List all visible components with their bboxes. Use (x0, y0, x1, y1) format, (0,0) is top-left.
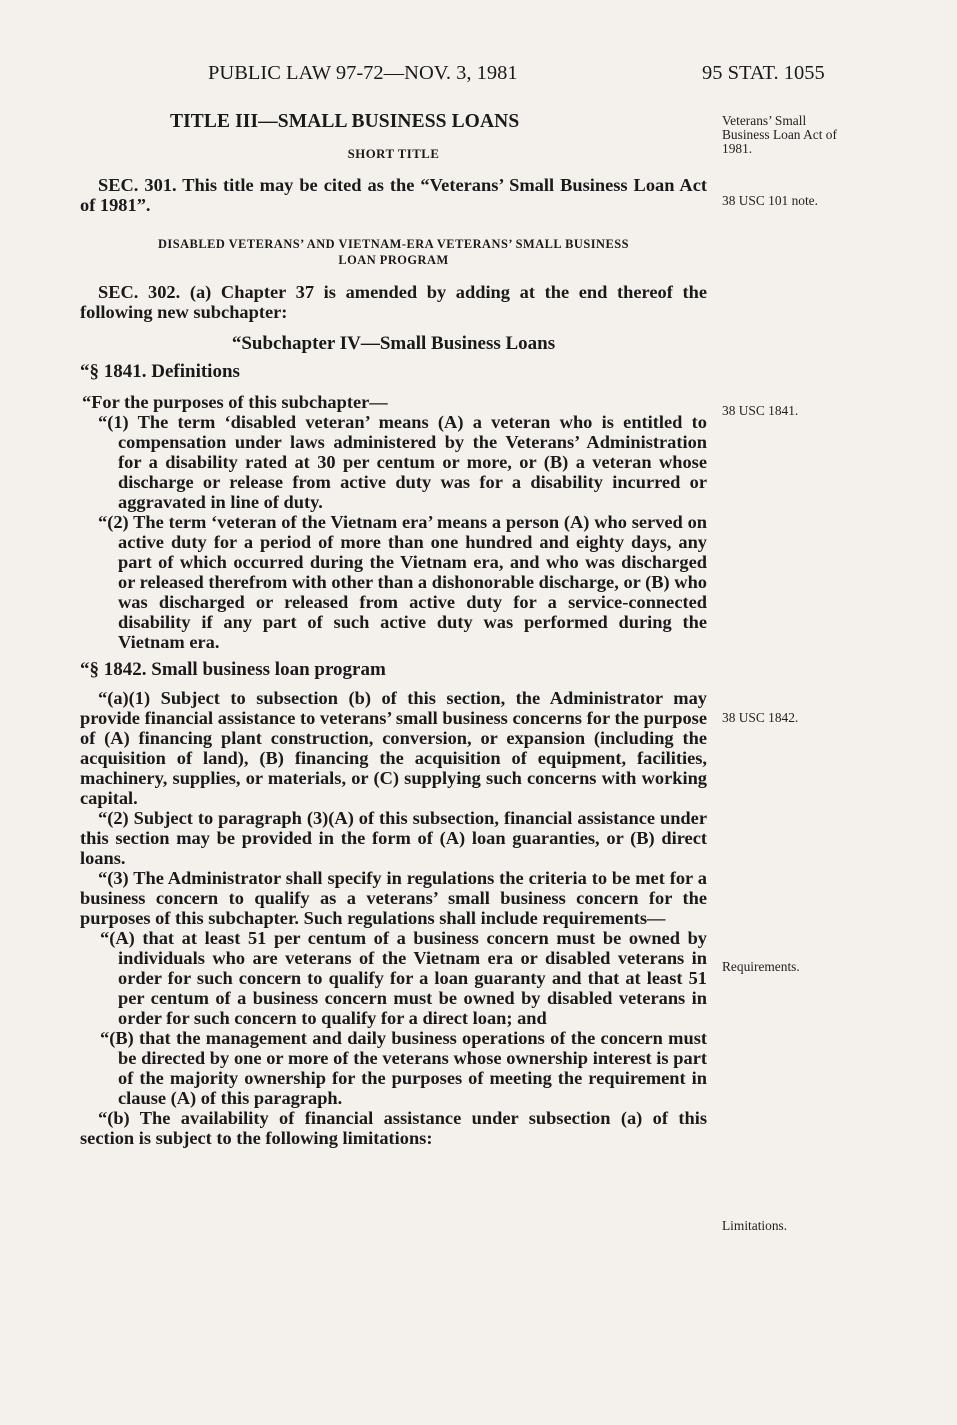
main-text-column (80, 112, 707, 1148)
section-1841-intro: “For the purposes of this subchapter— (82, 392, 388, 412)
section-302: SEC. 302. (a) Chapter 37 is amended by adding at the end thereof the following new subchapter: (80, 282, 707, 322)
page-header (0, 62, 957, 92)
subchapter-heading: “Subchapter IV—Small Business Loans (231, 333, 556, 354)
margin-note-usc-101: 38 USC 101 note. (722, 193, 818, 208)
program-heading-line1: DISABLED VETERANS’ AND VIETNAM-ERA VETERANS’ SMALL BUSINESS (157, 237, 630, 251)
header-stat-page: 95 STAT. 1055 (702, 62, 825, 84)
section-1842-b: “(b) The availability of financial assistance under subsection (a) of this section is subject to the following limitations: (80, 1108, 707, 1148)
section-1842-a3A: “(A) that at least 51 per centum of a business concern must be owned by individuals who are veterans of the Vietnam era or disabled veterans in order for such concern to qualify for a loan guaranty and that at least 51 per centum of a business concern must be owned by disabled veterans in order for such concern to qualify for a direct loan; and (100, 928, 707, 1028)
section-1842-heading: “§ 1842. Small business loan program (80, 659, 386, 680)
header-title: PUBLIC LAW 97-72—NOV. 3, 1981 (208, 62, 518, 84)
program-heading-line2: LOAN PROGRAM (338, 253, 449, 267)
margin-note-act-name: Veterans’ Small Business Loan Act of 1981. (722, 113, 837, 156)
short-title-heading: SHORT TITLE (347, 147, 440, 161)
title-heading: TITLE III—SMALL BUSINESS LOANS (170, 111, 520, 132)
section-1842-a3B: “(B) that the management and daily business operations of the concern must be directed by one or more of the veterans whose ownership interest is part of the majority ownership for the purposes of meeting the requirement in clause (A) of this paragraph. (100, 1028, 707, 1108)
section-301: SEC. 301. This title may be cited as the “Veterans’ Small Business Loan Act of 1981”. (80, 175, 707, 215)
margin-note-usc-1841: 38 USC 1841. (722, 403, 799, 418)
section-1842-a1: “(a)(1) Subject to subsection (b) of this section, the Administrator may provide financial assistance to veterans’ small business concerns for the purpose of (A) financing plant construction, conversion, or expansion (including the acquisition of land), (B) financing the acquisition of equipment, facilities, machinery, supplies, or materials, or (C) supplying such concerns with working capital. (80, 688, 707, 808)
margin-note-limitations: Limitations. (722, 1218, 788, 1233)
margin-note-usc-1842: 38 USC 1842. (722, 710, 799, 725)
margin-note-requirements: Requirements. (722, 959, 800, 974)
section-1841-para-1: “(1) The term ‘disabled veteran’ means (A) a veteran who is entitled to compensation under laws administered by the Veterans’ Administration for a disability rated at 30 per centum or more, or (B) a veteran whose discharge or release from active duty was for a disability incurred or aggravated in line of duty. (98, 412, 707, 512)
section-1842-a3: “(3) The Administrator shall specify in regulations the criteria to be met for a business concern to qualify as a veterans’ small business concern for the purposes of this subchapter. Such regulations shall include requirements— (80, 868, 707, 928)
section-1842-a2: “(2) Subject to paragraph (3)(A) of this subsection, financial assistance under this section may be provided in the form of (A) loan guaranties, or (B) direct loans. (80, 808, 707, 868)
section-1841-para-2: “(2) The term ‘veteran of the Vietnam era’ means a person (A) who served on active duty for a period of more than one hundred and eighty days, any part of which occurred during the Vietnam era, and who was discharged or released therefrom with other than a dishonorable discharge, or (B) who was discharged or released from active duty for a service-connected disability if any part of such active duty was performed during the Vietnam era. (98, 512, 707, 652)
section-1841-heading: “§ 1841. Definitions (80, 361, 240, 382)
